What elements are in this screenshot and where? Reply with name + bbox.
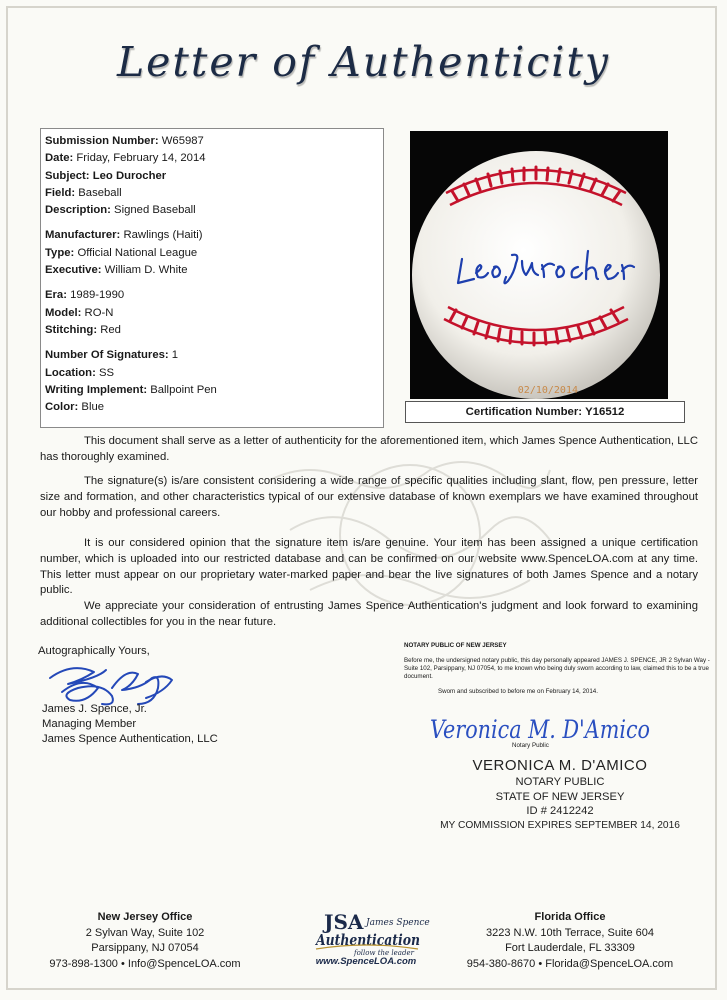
detail-value: SS — [98, 366, 115, 379]
detail-value: 1989-1990 — [70, 289, 125, 302]
signature-block — [38, 644, 258, 744]
detail-date — [45, 150, 383, 167]
notary-signature-text: Veronica M. D'Amico — [430, 715, 650, 744]
detail-implement — [45, 382, 383, 399]
notary-statement: Before me, the undersigned notary public, this day personally appeared JAMES J. SPENCE, JR 2 Sylvan Way - Suite 102, Parsippany, NJ 07054, to me known who being duly sworn according to law, claimed this to be a true document. — [404, 657, 710, 681]
office-contact: 973-898-1300 • Info@SpenceLOA.com — [49, 957, 241, 970]
office-address-line2: Parsippany, NJ 07054 — [91, 942, 199, 955]
signer-name: James J. Spence, Jr. — [42, 703, 147, 715]
detail-value: Blue — [81, 401, 105, 414]
detail-value: Rawlings (Haiti) — [123, 229, 203, 242]
detail-value: Leo Durocher — [92, 169, 167, 182]
detail-value: William D. White — [104, 264, 188, 277]
logo-jsa: JSA — [324, 910, 364, 934]
detail-color — [45, 399, 383, 416]
notary-sworn: Swom and subscribed to before me on February 14, 2014. — [438, 688, 598, 695]
detail-label: Submission Number: — [45, 135, 159, 147]
detail-label: Executive: — [45, 264, 102, 277]
detail-value: Official National League — [77, 246, 198, 259]
detail-label: Number Of Signatures: — [45, 349, 169, 362]
detail-value: RO-N — [84, 306, 114, 319]
notary-state: STATE OF NEW JERSEY — [495, 790, 625, 803]
baseball-photo — [410, 131, 668, 399]
detail-value: Ballpoint Pen — [150, 383, 217, 396]
detail-label: Era: — [45, 289, 67, 302]
notary-expiration: MY COMMISSION EXPIRES SEPTEMBER 14, 2016 — [440, 819, 680, 831]
detail-description — [45, 202, 383, 219]
jsa-website: www.SpenceLOA.com — [315, 956, 417, 967]
item-details-box — [40, 128, 384, 428]
detail-type — [45, 245, 383, 262]
paragraph-appreciation: We appreciate your consideration of entrusting James Spence Authentication's judgment and look forward to examining additional collectibles for you in the near future. — [40, 600, 698, 628]
detail-value: Friday, February 14, 2014 — [76, 152, 206, 165]
signature-closing: Autographically Yours, — [38, 645, 150, 657]
detail-label: Date: — [45, 152, 74, 165]
florida-office — [450, 910, 690, 972]
photo-date-stamp: 02/10/2014 — [517, 385, 578, 396]
notary-seal-block — [420, 756, 700, 833]
detail-value: W65987 — [161, 135, 204, 147]
detail-field — [45, 185, 383, 202]
notary-name: VERONICA M. D'AMICO — [472, 757, 648, 774]
detail-label: Description: — [45, 204, 111, 217]
office-address-line1: 3223 N.W. 10th Terrace, Suite 604 — [486, 926, 654, 939]
notary-header: NOTARY PUBLIC OF NEW JERSEY — [404, 642, 507, 649]
detail-manufacturer — [45, 227, 383, 244]
detail-label: Stitching: — [45, 323, 98, 336]
office-contact: 954-380-8670 • Florida@SpenceLOA.com — [466, 957, 674, 970]
detail-label: Color: — [45, 401, 79, 414]
detail-label: Location: — [45, 366, 96, 379]
detail-subject — [45, 168, 383, 185]
notary-sig-caption: Notary Public — [512, 742, 549, 749]
detail-model — [45, 305, 383, 322]
detail-signatures — [45, 347, 383, 364]
detail-executive — [45, 262, 383, 279]
logo-tagline: follow the leader — [354, 949, 414, 957]
detail-stitching — [45, 322, 383, 339]
detail-label: Field: — [45, 186, 76, 199]
paragraph-intro: This document shall serve as a letter of authenticity for the aforementioned item, which James Spence Authentication, LLC has thoroughly examined. — [40, 435, 698, 463]
detail-era — [45, 287, 383, 304]
certification-number: Certification Number: Y16512 — [405, 401, 685, 423]
paragraph-consistency: The signature(s) is/are consistent considering a wide range of specific qualities including slant, flow, pen pressure, letter size and formation, and other characteristics typical of our extensive database of known exemplars we have examined throughout our hobby and professional careers. — [40, 475, 698, 519]
detail-value: Baseball — [78, 186, 122, 199]
signer-role: Managing Member — [42, 718, 137, 730]
detail-value: Signed Baseball — [114, 204, 196, 217]
detail-label: Manufacturer: — [45, 229, 121, 242]
office-title: New Jersey Office — [97, 911, 193, 923]
baseball-illustration — [410, 131, 668, 399]
detail-label: Writing Implement: — [45, 383, 148, 396]
detail-value: Red — [100, 323, 121, 336]
detail-location — [45, 365, 383, 382]
james-spence-signature — [42, 648, 182, 710]
logo-james-spence: James Spence — [366, 918, 430, 928]
detail-label: Subject: — [45, 169, 90, 182]
detail-submission — [45, 133, 383, 150]
office-address-line2: Fort Lauderdale, FL 33309 — [505, 942, 635, 955]
detail-label: Model: — [45, 306, 82, 319]
office-title: Florida Office — [534, 911, 606, 923]
detail-label: Type: — [45, 246, 75, 259]
notary-id: ID # 2412242 — [526, 805, 594, 817]
page-title: Letter of Authenticity — [116, 38, 611, 86]
logo-authentication: Authentication — [314, 931, 420, 949]
new-jersey-office — [30, 910, 260, 972]
notary-title: NOTARY PUBLIC — [515, 776, 605, 788]
office-address-line1: 2 Sylvan Way, Suite 102 — [85, 926, 205, 939]
signer-company: James Spence Authentication, LLC — [42, 733, 218, 745]
paragraph-opinion: It is our considered opinion that the signature item is/are genuine. Your item has been assigned a unique certification number, which is uploaded into our restricted database and can be confirmed on our website www.SpenceLOA.com at any time. This letter must appear on our proprietary water-marked paper and bear the live signatures of both James Spence and a notary public. — [40, 537, 698, 597]
detail-value: 1 — [171, 349, 179, 362]
